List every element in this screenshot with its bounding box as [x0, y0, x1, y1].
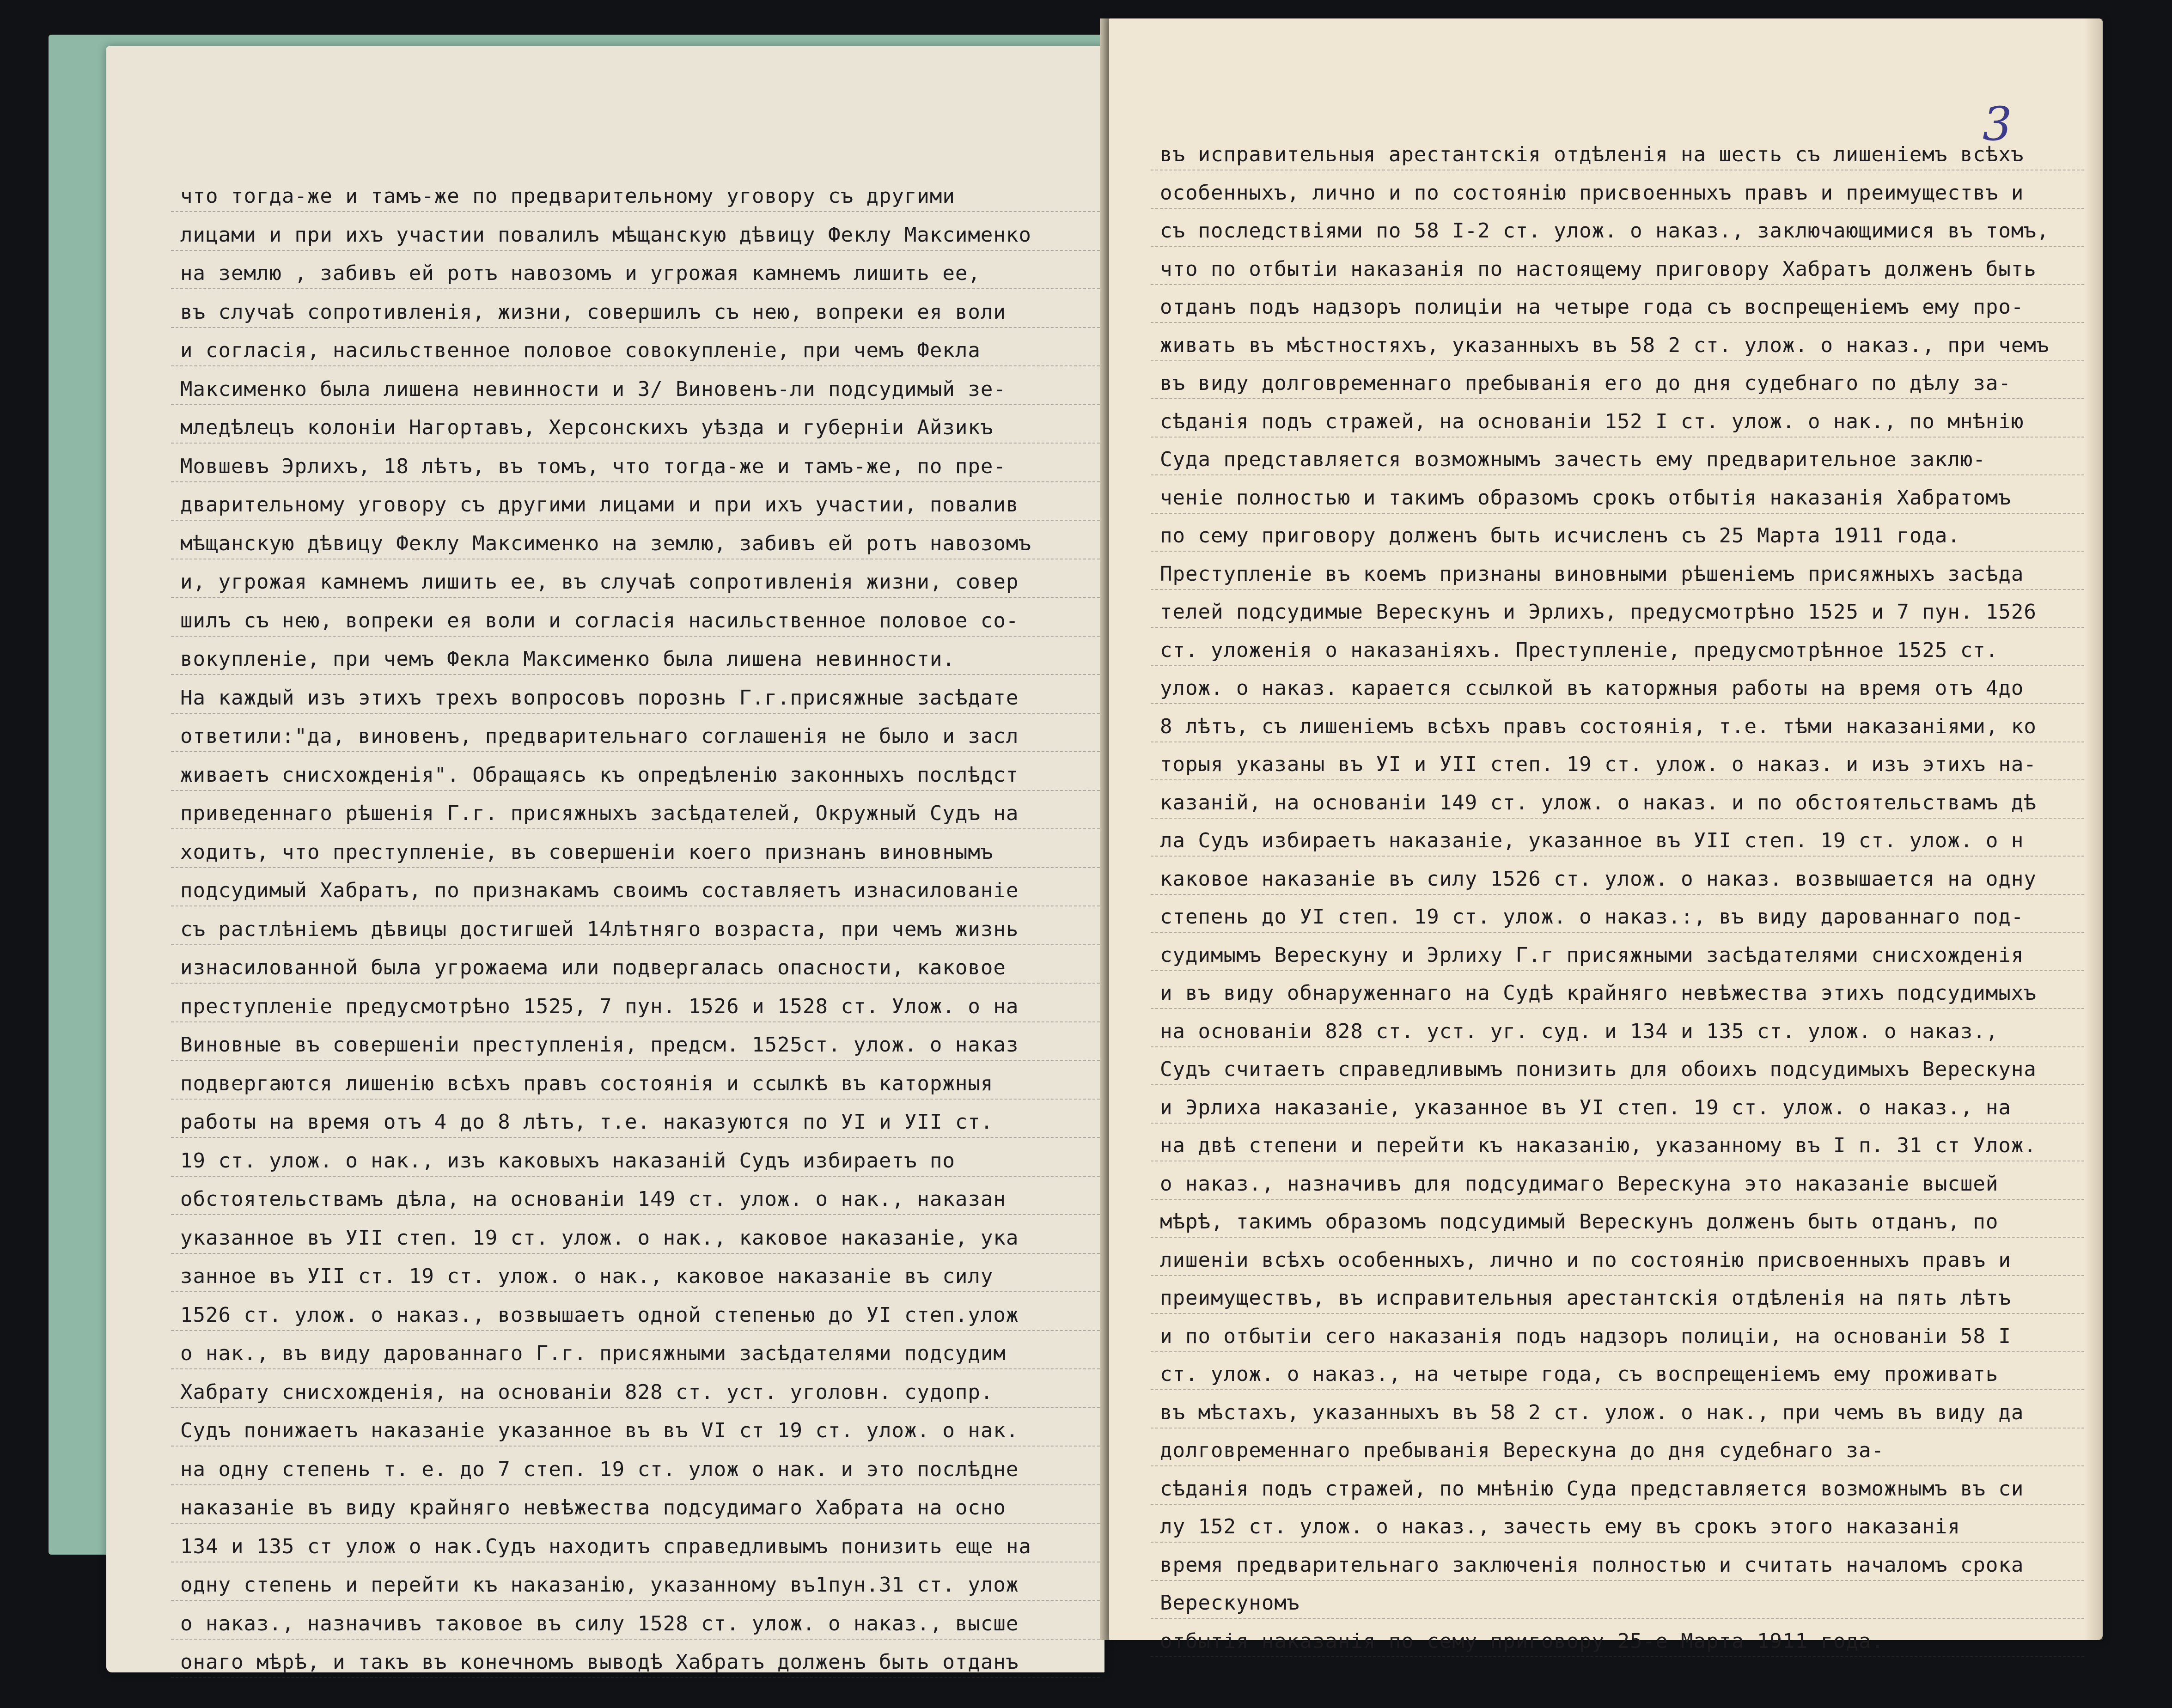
ruled-line	[171, 867, 1100, 868]
text-line	[1160, 1628, 2084, 1674]
text-line-content: въ случаѣ сопротивленія, жизни, совершилъ съ нею, вопреки ея воли	[180, 300, 1006, 324]
ruled-line	[1151, 1237, 2084, 1238]
text-line-content: онаго мѣрѣ, и такъ въ конечномъ выводѣ Хабратъ долженъ быть отданъ	[180, 1650, 1019, 1674]
text-line-content: сѣданія подъ стражей, на основаніи 152 I ст. улож. о нак., по мнѣнію	[1160, 409, 2024, 433]
text-line-content: мледѣлецъ колоніи Нагортавъ, Херсонскихъ уѣзда и губерніи Айзикъ	[180, 416, 994, 439]
ruled-line	[1151, 856, 2084, 857]
ruled-line	[171, 481, 1100, 482]
ruled-line	[171, 211, 1100, 212]
ruled-line	[171, 1677, 1100, 1678]
ruled-line	[171, 404, 1100, 405]
ruled-line	[171, 1099, 1100, 1100]
ruled-line	[1151, 1465, 2084, 1466]
ruled-line	[1151, 1046, 2084, 1047]
text-line-content: ходитъ, что преступленіе, въ совершеніи коего признанъ виновнымъ	[180, 840, 994, 864]
ruled-line	[171, 443, 1100, 444]
text-line-content: о наказ., назначивъ для подсудимаго Верескуна это наказаніе высшей	[1160, 1172, 1999, 1196]
ruled-line	[171, 365, 1100, 366]
ruled-line	[1151, 589, 2084, 590]
text-line-content: по сему приговору долженъ быть исчисленъ съ 25 Марта 1911 года.	[1160, 524, 1960, 547]
text-line-content: 134 и 135 ст улож о нак.Судъ находитъ справедливымъ понизить еще на	[180, 1534, 1031, 1558]
text-line-content: каковое наказаніе въ силу 1526 ст. улож. о наказ. возвышается на одну	[1160, 867, 2037, 891]
ruled-line	[1151, 1275, 2084, 1276]
ruled-line	[171, 1137, 1100, 1138]
ruled-line	[1151, 284, 2084, 285]
text-line-content: съ растлѣніемъ дѣвицы достигшей 14лѣтняго возраста, при чемъ жизнь	[180, 917, 1019, 941]
text-line-content: судимымъ Верескуну и Эрлиху Г.г присяжными засѣдателями снисхожденія	[1160, 943, 2024, 967]
text-line-content: дварительному уговору съ другими лицами и при ихъ участии, повалив	[180, 493, 1019, 517]
text-line-content: Преступленіе въ коемъ признаны виновными рѣшеніемъ присяжныхъ засѣда	[1160, 562, 2024, 586]
ruled-line	[1151, 1580, 2084, 1581]
ruled-line	[171, 288, 1100, 289]
text-line-content: вокупленіе, при чемъ Фекла Максименко была лишена невинности.	[180, 647, 955, 671]
text-line-content: лицами и при ихъ участии повалилъ мѣщанскую дѣвицу Феклу Максименко	[180, 223, 1031, 247]
text-line-content: указанное въ УII степ. 19 ст. улож. о нак., каковое наказаніе, ука	[180, 1226, 1019, 1250]
text-line-content: 1526 ст. улож. о наказ., возвышаетъ одной степенью до УI степ.улож	[180, 1303, 1019, 1327]
ruled-line	[1151, 246, 2084, 247]
ruled-line	[171, 751, 1100, 752]
ruled-line	[1151, 970, 2084, 971]
ruled-line	[171, 520, 1100, 521]
text-line-content: Судъ считаетъ справедливымъ понизить для обоихъ подсудимыхъ Верескуна	[1160, 1058, 2037, 1081]
ruled-line	[171, 1060, 1100, 1061]
ruled-line	[171, 1176, 1100, 1177]
text-line-content: Суда представляется возможнымъ зачесть ему предварительное заклю-	[1160, 448, 1986, 471]
text-line-content: на двѣ степени и перейти къ наказанію, указанному въ I п. 31 ст Улож.	[1160, 1134, 2037, 1157]
text-line-content: долговременнаго пребыванія Верескуна до дня судебнаго за-	[1160, 1439, 1884, 1462]
ruled-line	[171, 1523, 1100, 1524]
ruled-line	[1151, 779, 2084, 780]
text-line-content: что тогда-же и тамъ-же по предварительному уговору съ другими	[180, 184, 955, 208]
ruled-line	[1151, 474, 2084, 475]
text-line-content: въ мѣстахъ, указанныхъ въ 58 2 ст. улож. о нак., при чемъ въ виду да	[1160, 1400, 2024, 1424]
ruled-line	[171, 674, 1100, 675]
text-line-content: одну степень и перейти къ наказанію, указанному въ1пун.31 ст. улож	[180, 1573, 1019, 1597]
ruled-line	[1151, 437, 2084, 438]
text-line-content: преимуществъ, въ исправительныя арестантскія отдѣленія на пять лѣтъ	[1160, 1286, 2011, 1310]
ruled-line	[1151, 1008, 2084, 1009]
ruled-line	[1151, 398, 2084, 399]
text-line-content: 19 ст. улож. о нак., изъ каковыхъ наказаній Судъ избираетъ по	[180, 1149, 955, 1173]
text-line-content: на основаніи 828 ст. уст. уг. суд. и 134 и 135 ст. улож. о наказ.,	[1160, 1019, 1999, 1043]
text-line-content: въ исправительныя арестантскія отдѣленія на шесть съ лишеніемъ всѣхъ	[1160, 143, 2024, 166]
ruled-line	[1151, 1542, 2084, 1543]
text-line-content: и Эрлиха наказаніе, указанное въ УI степ. 19 ст. улож. о наказ., на	[1160, 1095, 2011, 1119]
text-line-content: и въ виду обнаруженнаго на Судѣ крайняго невѣжества этихъ подсудимыхъ	[1160, 981, 2037, 1005]
text-line-content: приведеннаго рѣшенія Г.г. присяжныхъ засѣдателей, Окружный Судъ на	[180, 802, 1019, 825]
ruled-line	[171, 983, 1100, 984]
ruled-line	[1151, 1389, 2084, 1390]
ruled-line	[1151, 1504, 2084, 1505]
ruled-line	[171, 828, 1100, 829]
text-line-content: отданъ подъ надзоръ полиціи на четыре года съ воспрещеніемъ ему про-	[1160, 295, 2024, 319]
ruled-line	[1151, 932, 2084, 933]
ruled-line	[171, 1484, 1100, 1485]
ruled-line	[171, 1291, 1100, 1292]
ruled-line	[171, 1639, 1100, 1640]
ruled-line	[1151, 1351, 2084, 1352]
text-line-content: ченіе полностью и такимъ образомъ срокъ отбытія наказанія Хабратомъ	[1160, 486, 2011, 510]
ruled-line	[1151, 1199, 2084, 1200]
text-line-content: ст. улож. о наказ., на четыре года, съ воспрещеніемъ ему проживать	[1160, 1362, 1999, 1386]
text-line-content: телей подсудимые Верескунъ и Эрлихъ, предусмотрѣно 1525 и 7 пун. 1526	[1160, 600, 2037, 624]
ruled-line	[1151, 208, 2084, 209]
left-page	[106, 46, 1104, 1672]
text-line-content: Верескуномъ	[1160, 1591, 1300, 1615]
ruled-line	[1151, 894, 2084, 895]
text-line-content: Максименко была лишена невинности и 3/ Виновенъ-ли подсудимый зе-	[180, 377, 1006, 401]
ruled-line	[171, 1368, 1100, 1369]
text-line-content: лу 152 ст. улож. о наказ., зачесть ему въ срокъ этого наказанія	[1160, 1515, 1960, 1538]
text-line-content: Виновные въ совершеніи преступленія, предсм. 1525ст. улож. о наказ	[180, 1033, 1019, 1057]
text-line-content: изнасилованной была угрожаема или подвергалась опасности, каковое	[180, 956, 1006, 979]
text-line-content: сѣданія подъ стражей, по мнѣнію Суда представляется возможнымъ въ си	[1160, 1477, 2024, 1501]
text-line	[180, 1648, 1100, 1695]
ruled-line	[171, 636, 1100, 637]
text-line-content: казаній, на основаніи 149 ст. улож. о наказ. и по обстоятельствамъ дѣ	[1160, 790, 2037, 814]
ruled-line	[1151, 703, 2084, 704]
ruled-line	[171, 790, 1100, 791]
text-line-content: наказаніе въ виду крайняго невѣжества подсудимаго Хабрата на осно	[180, 1496, 1006, 1520]
page-number: 3	[1983, 97, 2012, 151]
text-line-content: на одну степень т. е. до 7 степ. 19 ст. улож о нак. и это послѣдне	[180, 1457, 1019, 1481]
ruled-line	[1151, 1123, 2084, 1124]
ruled-line	[171, 1446, 1100, 1447]
ruled-line	[1151, 627, 2084, 628]
ruled-line	[1151, 1656, 2084, 1657]
ruled-line	[1151, 322, 2084, 323]
text-line-content: улож. о наказ. карается ссылкой въ каторжныя работы на время отъ 4до	[1160, 676, 2024, 700]
ruled-line	[1151, 1313, 2084, 1314]
text-line-content: ла Судъ избираетъ наказаніе, указанное въ УII степ. 19 ст. улож. о н	[1160, 829, 2024, 852]
text-line-content: живать въ мѣстностяхъ, указанныхъ въ 58 2 ст. улож. о наказ., при чемъ	[1160, 333, 2050, 357]
ruled-line	[1151, 551, 2084, 552]
ruled-line	[171, 250, 1100, 251]
text-line-content: 8 лѣтъ, съ лишеніемъ всѣхъ правъ состоянія, т.е. тѣми наказаніями, ко	[1160, 714, 2037, 738]
text-line-content: торыя указаны въ УI и УII степ. 19 ст. улож. о наказ. и изъ этихъ на-	[1160, 753, 2037, 776]
text-line-content: Хабрату снисхожденія, на основаніи 828 ст. уст. уголовн. судопр.	[180, 1380, 994, 1404]
text-line-content: ответили:"да, виновенъ, предварительнаго соглашенія не было и засл	[180, 724, 1019, 748]
ruled-line	[171, 713, 1100, 714]
text-line-content: и, угрожая камнемъ лишить ее, въ случаѣ сопротивленія жизни, совер	[180, 570, 1019, 594]
text-line-content: о нак., въ виду дарованнаго Г.г. присяжными засѣдателями подсудим	[180, 1342, 1006, 1365]
text-line-content: степень до УI степ. 19 ст. улож. о наказ.:, въ виду дарованнаго под-	[1160, 905, 2024, 929]
ruled-line	[171, 1600, 1100, 1601]
ruled-line	[1151, 360, 2084, 361]
ruled-line	[171, 1253, 1100, 1254]
text-line-content: время предварительнаго заключенія полностью и считать началомъ срока	[1160, 1553, 2024, 1577]
text-line-content: Мовшевъ Эрлихъ, 18 лѣтъ, въ томъ, что тогда-же и тамъ-же, по пре-	[180, 454, 1006, 478]
text-line-content: работы на время отъ 4 до 8 лѣтъ, т.е. наказуются по УI и УII ст.	[180, 1110, 994, 1134]
text-line-content: отбытія наказанія по сему приговору 25-е Марта 1911 года.	[1160, 1629, 1884, 1653]
ruled-line	[171, 1021, 1100, 1022]
text-line-content: лишеніи всѣхъ особенныхъ, лично и по состоянію присвоенныхъ правъ и	[1160, 1248, 2011, 1272]
text-line-content: шилъ съ нею, вопреки ея воли и согласія насильственное половое со-	[180, 608, 1019, 632]
ruled-line	[1151, 513, 2084, 514]
ruled-line	[1151, 1084, 2084, 1085]
text-line-content: о наказ., назначивъ таковое въ силу 1528 ст. улож. о наказ., высше	[180, 1611, 1019, 1635]
text-line-content: мѣщанскую дѣвицу Феклу Максименко на землю, забивъ ей ротъ навозомъ	[180, 531, 1031, 555]
text-line-content: съ последствіями по 58 I-2 ст. улож. о наказ., заключающимися въ томъ,	[1160, 219, 2050, 243]
text-line-content: На каждый изъ этихъ трехъ вопросовъ порознь Г.г.присяжные засѣдате	[180, 686, 1019, 710]
text-line-content: въ виду долговременнаго пребыванія его до дня судебнаго по дѣлу за-	[1160, 371, 2011, 395]
text-line-content: и согласія, насильственное половое совокупленіе, при чемъ Фекла	[180, 339, 981, 362]
right-page	[1109, 18, 2103, 1653]
text-line-content: преступленіе предусмотрѣно 1525, 7 пун. 1526 и 1528 ст. Улож. о на	[180, 994, 1019, 1018]
ruled-line	[1151, 665, 2084, 666]
text-line-content: занное въ УII ст. 19 ст. улож. о нак., каковое наказаніе въ силу	[180, 1264, 994, 1288]
ruled-line	[171, 1407, 1100, 1408]
ruled-line	[171, 327, 1100, 328]
text-line-content: подвергаются лишенію всѣхъ правъ состоянія и ссылкѣ въ каторжныя	[180, 1071, 994, 1095]
text-line-content: живаетъ снисхожденія". Обращаясь къ опредѣленію законныхъ послѣдст	[180, 763, 1019, 787]
text-line-content: подсудимый Хабратъ, по признакамъ своимъ составляетъ изнасилованіе	[180, 879, 1019, 902]
text-line-content: на землю , забивъ ей ротъ навозомъ и угрожая камнемъ лишить ее,	[180, 261, 981, 285]
text-line-content: Судъ понижаетъ наказаніе указанное въ въ VI ст 19 ст. улож. о нак.	[180, 1419, 1019, 1442]
ruled-line	[171, 1214, 1100, 1215]
text-line-content: ст. уложенія о наказаніяхъ. Преступленіе, предусмотрѣнное 1525 ст.	[1160, 638, 1999, 662]
ruled-line	[171, 597, 1100, 598]
ruled-line	[171, 944, 1100, 945]
ruled-line	[1151, 818, 2084, 819]
ruled-line	[1151, 1618, 2084, 1619]
text-line-content: мѣрѣ, такимъ образомъ подсудимый Верескунъ долженъ быть отданъ, по	[1160, 1210, 1999, 1234]
text-line-content: обстоятельствамъ дѣла, на основаніи 149 ст. улож. о нак., наказан	[180, 1187, 1006, 1211]
text-line-content: особенныхъ, лично и по состоянію присвоенныхъ правъ и преимуществъ и	[1160, 181, 2024, 205]
ruled-line	[171, 1330, 1100, 1331]
text-line-content: что по отбытіи наказанія по настоящему приговору Хабратъ долженъ быть	[1160, 257, 2037, 281]
text-line-content: и по отбытіи сего наказанія подъ надзоръ полиціи, на основаніи 58 I	[1160, 1324, 2011, 1348]
